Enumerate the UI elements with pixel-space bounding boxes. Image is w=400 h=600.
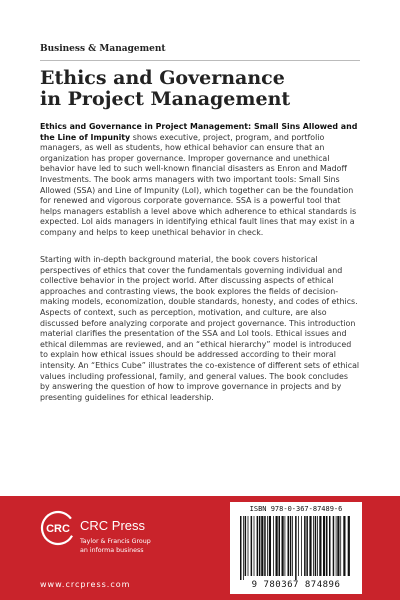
barcode-bar [276, 516, 278, 576]
barcode-bar [254, 516, 255, 576]
barcode-bar [333, 516, 335, 576]
crc-logo-text: CRC [46, 523, 70, 535]
isbn-barcode [230, 502, 362, 594]
barcode-bar [304, 516, 306, 576]
barcode-bar [323, 516, 325, 576]
publisher-name: CRC Press [80, 518, 146, 533]
barcode-bar [251, 516, 253, 576]
book-title [40, 68, 360, 110]
publisher-group: Taylor & Francis Group [80, 538, 151, 545]
barcode-bar [243, 516, 244, 580]
barcode-bar [306, 516, 308, 576]
barcode-bar [317, 516, 318, 576]
barcode-bar [285, 516, 286, 576]
barcode-bar [319, 516, 321, 576]
barcode-bar [261, 516, 263, 576]
barcode-bar [264, 516, 266, 576]
barcode-bar [269, 516, 271, 576]
barcode-bar [267, 516, 268, 576]
crc-press-logo [40, 510, 190, 572]
publisher-informa: an informa business [80, 547, 144, 554]
barcode-bar [337, 516, 339, 576]
barcode-bar [259, 516, 261, 576]
crc-logo-icon [40, 510, 76, 546]
barcode-bar [288, 516, 290, 576]
barcode-bar [309, 516, 311, 576]
barcode-bar [343, 516, 345, 576]
paragraph-1-bold-lead: Ethics and Governance in Project Management: Small Sins Allowed and the Line of Impunity [40, 122, 358, 142]
barcode-bar [326, 516, 328, 576]
description-paragraph-2: Starting with in-depth background material, the book covers historical perspectives of ethics that cover the fundamentals governing individual and collective behavior in the project world. After discussing aspects of ethical approaches and contrasting views, the book explores the fields of decision-making models, economization, double standards, honesty, and codes of ethics. Aspects of context, such as perception, motivation, and culture, are also discussed before analyzing corporate and project governance. This introduction material clarifies the presentation of the SSA and LoI tools. Ethical issues and ethical dilemmas are reviewed, and an “ethical hierarchy” model is introduced to explain how ethical issues should be addressed according to their moral intensity. An “Ethics Cube” illustrates the co-existence of different sets of ethical values including professional, family, and general values. The book concludes by answering the question of how to improve governance in projects and by presenting guidelines for ethical leadership. [40, 255, 360, 402]
barcode-bar [257, 516, 259, 576]
description-paragraph-1 [40, 122, 360, 239]
barcode-bar [313, 516, 314, 576]
barcode-bar [245, 516, 247, 576]
barcode-bar [279, 516, 281, 576]
barcode-bar [348, 516, 350, 576]
category-label: Business & Management [40, 44, 166, 54]
barcode-bar [336, 516, 337, 576]
barcode-bar [298, 516, 299, 576]
barcode-bar [248, 516, 249, 576]
barcode-bar [340, 516, 341, 576]
barcode-bar [273, 516, 274, 576]
publisher-website: www.crcpress.com [40, 580, 131, 589]
barcode-bar [295, 516, 297, 580]
barcode-bar [240, 516, 242, 580]
publisher-subtitle [80, 537, 151, 555]
barcode-bar [301, 516, 302, 576]
barcode-bar [292, 516, 293, 576]
title-line-2: in Project Management [40, 88, 291, 110]
barcode-bar [329, 516, 331, 576]
barcode-bar [315, 516, 317, 576]
publisher-footer [0, 496, 400, 600]
barcode-digits: 9 780367 874896 [251, 580, 341, 590]
header-rule [40, 60, 360, 61]
barcode-bar [290, 516, 292, 576]
barcode-bar [282, 516, 284, 576]
isbn-label: ISBN 978-0-367-87489-6 [249, 505, 343, 513]
title-line-1: Ethics and Governance [40, 67, 285, 89]
paragraph-1-text: shows executive, project, program, and portfolio managers, as well as students, how ethical behavior can ensure that an organization has proper governance. Improper governance and unethical behavior have led to such well-known financial disasters as Enron and Madoff Investments. The book arms managers with two important tools: Small Sins Allowed (SSA) and Line of Impunity (LoI), which together can be the foundation for renewed and vigorous corporate governance. SSA is a powerful tool that helps managers establish a level above which adherence to ethical standards is expected. LoI aids managers in identifying ethical fault lines that may exist in a company and helps to keep unethical behavior in check. [40, 132, 357, 237]
